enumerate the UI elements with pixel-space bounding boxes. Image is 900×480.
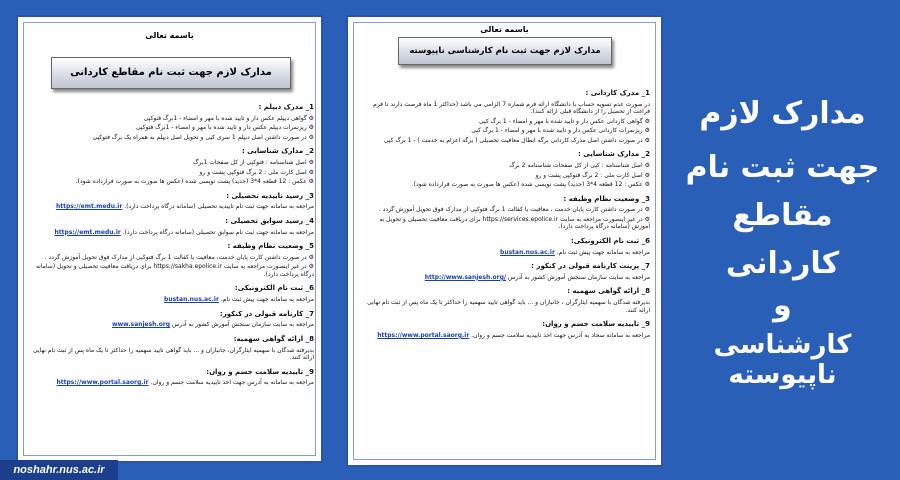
requirement-item: ⚙ اصل کارت ملی : 2 برگ فتوکپی پشت و رو <box>32 169 314 177</box>
headline-line-4: کاردانی <box>725 246 840 281</box>
section-heading: 6_ ثبت نام الکترونیکی: <box>570 236 650 245</box>
section-description: مراجعه به سامانه جهت پیش ثبت نام. <box>556 248 650 256</box>
section-description: مراجعه به سامانه جهت ثبت نام تاییدیه تحصیلی (سامانه درگاه پرداخت دارد). <box>124 203 314 211</box>
headline-line-2: جهت ثبت نام <box>685 150 880 185</box>
section-heading: 5_ وضعیت نظام وظیفه : <box>227 242 314 250</box>
requirement-item: ⚙ عکس : 12 قطعه 4*3 (جدید) پشت نویسی شده (عکس ها صورت به صورت فرارداده شود). <box>362 181 650 189</box>
requirement-item: ⚙ در صورت داشتن کارت پایان خدمت، معافیت یا کفالت 1 برگ فتوکپی از مدارک فوق تحویل آموزش گردد . <box>32 254 314 262</box>
section-heading: 9_ تاییدیه سلامت جسم و روان: <box>542 320 650 328</box>
document-title: مدارک لازم جهت ثبت نام مقاطع کاردانی <box>51 57 291 89</box>
section-heading: 3_ رسید تاییدیه تحصیلی : <box>226 191 314 200</box>
section-text <box>32 229 314 237</box>
website-link[interactable]: https://emt.medu.ir <box>55 203 123 211</box>
requirement-item: ⚙ در غیر اینصورت مراجعه به سایت https://sakha.epolice.ir برای دریافت معافیت تحصیلی و تحویل (سامانه درگاه پرداخت دارد). <box>32 263 314 278</box>
section-text <box>32 203 314 211</box>
headline-line-5: و <box>773 288 792 323</box>
section-heading: 2_ مدارک شناسایی : <box>577 150 650 159</box>
bismillah-heading: باسمه تعالی <box>145 31 194 40</box>
section-description: مراجعه به سامانه سجاد به آدرس جهت اخذ تاییدیه سلامت جسم و روان. <box>471 331 650 339</box>
section-heading: 9_ تاییدیه سلامت جسم و روان: <box>206 367 314 376</box>
section-text <box>32 296 314 304</box>
bismillah-heading: باسمه تعالی <box>480 25 529 34</box>
site-url-footer[interactable]: noshahr.nus.ac.ir <box>0 460 118 480</box>
section-text <box>362 249 650 257</box>
requirement-item: ⚙ اصل کارت ملی : 2 برگ فتوکپی پشت و رو <box>362 172 650 180</box>
section-heading: 7_ پرینت کارنامه قبولی در کنکور : <box>531 262 650 270</box>
document-body <box>32 97 314 389</box>
requirement-item: ⚙ در صورت داشتن اصل مدرک کاردانی برگه ابطال معافیت تحصیلی ( برگه اعزام به خدمت ) - 1 برگ کپی <box>362 137 650 145</box>
section-description: بدیرفته شدگان با سهمیه ایثارگران ، جانبازان و ... باید گواهی تایید سهمیه را حداکثر تا یک ماه پس از ثبت نام نهایی ارائه کنند. <box>367 299 650 314</box>
section-heading: 6_ ثبت نام الکترونیکی: <box>234 284 314 293</box>
section-description: مراجعه به سامانه به آدرس جهت اخذ تاییدیه سلامت جسم و روان. <box>150 379 314 387</box>
section-description: مراجعه به سامانه جهت ثبت نام سوابق تحصیلی (سامانه درگاه پرداخت دارد). <box>122 228 314 236</box>
requirement-item: ⚙ در صورت داشتن کارت پایان خدمت ، معافیت یا کفالت 1 برگ فتوکپی از مدارک فوق تحویل آموزش گردد . <box>362 206 650 214</box>
requirement-item: ⚙ گواهی دیپلم عکس دار و تایید شده با مهر و امضاء - 1برگ فتوکپی <box>32 115 314 123</box>
section-text <box>362 332 650 340</box>
website-link[interactable]: www.sanjesh.org <box>112 321 171 329</box>
section-heading: 8_ ارائه گواهی سهمیه: <box>233 334 314 343</box>
section-heading: 1_ مدرک دیپلم : <box>258 103 314 111</box>
headline-line-1: مدارک لازم <box>699 96 866 131</box>
section-text <box>32 379 314 387</box>
requirement-item: ⚙ گواهی کاردانی عکس دار و تایید شده با مهر و امضاء - 1 برگ کپی <box>362 118 650 126</box>
document-karshenasi <box>346 15 663 467</box>
section-description: مراجعه به سامانه جهت پیش ثبت نام. <box>220 296 314 303</box>
requirement-item: ⚙ در غیر اینصورت مراجعه به سایت https://services.epolice.ir برای دریافت معافیت تحصیلی و تحویل به آموزش (سامانه درگاه پرداخت دارد). <box>362 216 650 231</box>
website-link[interactable]: bustan.nus.ac.ir <box>500 248 555 256</box>
section-text <box>32 321 314 329</box>
headline-line-6: کارشناسی ناپیوسته <box>713 330 852 390</box>
section-text <box>32 347 314 362</box>
section-description: مراجعه به سایت سازمان سنجش آموزش کشور به آدرس <box>508 273 650 281</box>
section-heading: 8_ ارائه گواهی سهمیه : <box>567 287 650 296</box>
requirement-item: ⚙ عکس : 12 قطعه 4*3 (جدید) پشت نویسی شده (عکس ها صورت به صورت فرارداده شود). <box>32 178 314 186</box>
website-link[interactable]: bustan.nus.ac.ir <box>164 296 219 303</box>
section-description: بدیرفته شدگان با سهمیه ایثارگران، جانبازان و ... باید گواهی تایید سهمیه را حداکثر تا یک ماه پس از ثبت نام نهایی ارائه کنند. <box>32 346 314 361</box>
requirement-item: ⚙ اصل شناسنامه : کپی از کل صفحات شناسنامه 2 برگ <box>362 162 650 170</box>
document-body <box>362 83 650 341</box>
website-link[interactable]: https://emt.medu.ir <box>54 228 121 236</box>
requirement-item: ⚙ ریزنمرات کاردانی عکس دار و تایید شده با مهر و امضاء - 1 برگ کپی <box>362 127 650 135</box>
website-link[interactable]: https://www.portal.saorg.ir <box>56 379 149 387</box>
requirement-item: ⚙ ریزنمرات دیپلم عکس دار و تایید شده با مهر و امضاء - 1برگ فتوکپی <box>32 124 314 132</box>
headline-line-3: مقاطع <box>732 198 833 233</box>
requirement-item: ⚙ اصل شناسنامه : فتوکپی از کل صفحات 1برگ <box>32 159 314 167</box>
section-heading: 2_ مدارک شناسایی : <box>241 147 314 156</box>
section-heading: 4_ رسید سوابق تحصیلی : <box>225 216 314 225</box>
section-heading: 3_ وضعیت نظام وظیفه : <box>563 194 650 203</box>
section-description: مراجعه به سایت سازمان سنجش آموزش کشور به آدرس <box>172 321 314 329</box>
section-intro: در صورت عدم تسویه حساب با دانشگاه ارائه فرم شماره 7 الزامی می باشد (حداکثر 1 ماه فرصت دارند تا فرم فراغت از تحصیل را از دانشگاه قبلی ارائه کنند). <box>373 100 650 116</box>
section-text <box>362 299 650 314</box>
website-link[interactable]: http://www.sanjesh.org/ <box>424 273 507 281</box>
website-link[interactable]: https://www.portal.saorg.ir <box>377 331 470 339</box>
section-heading: 7_ کارنامه قبولی در کنکور: <box>219 309 314 318</box>
section-text <box>362 274 650 282</box>
document-title: مدارک لازم جهت ثبت نام کارشناسی ناپیوسته <box>398 37 612 65</box>
section-heading: 1_ مدرک کاردانی : <box>585 89 650 97</box>
document-kardani <box>16 15 323 463</box>
requirement-item: ⚙ در صورت داشتن اصل دیپلم 1 سری کپی و تحویل اصل دیپلم به همراه یک برگ فتوکپی <box>32 134 314 142</box>
